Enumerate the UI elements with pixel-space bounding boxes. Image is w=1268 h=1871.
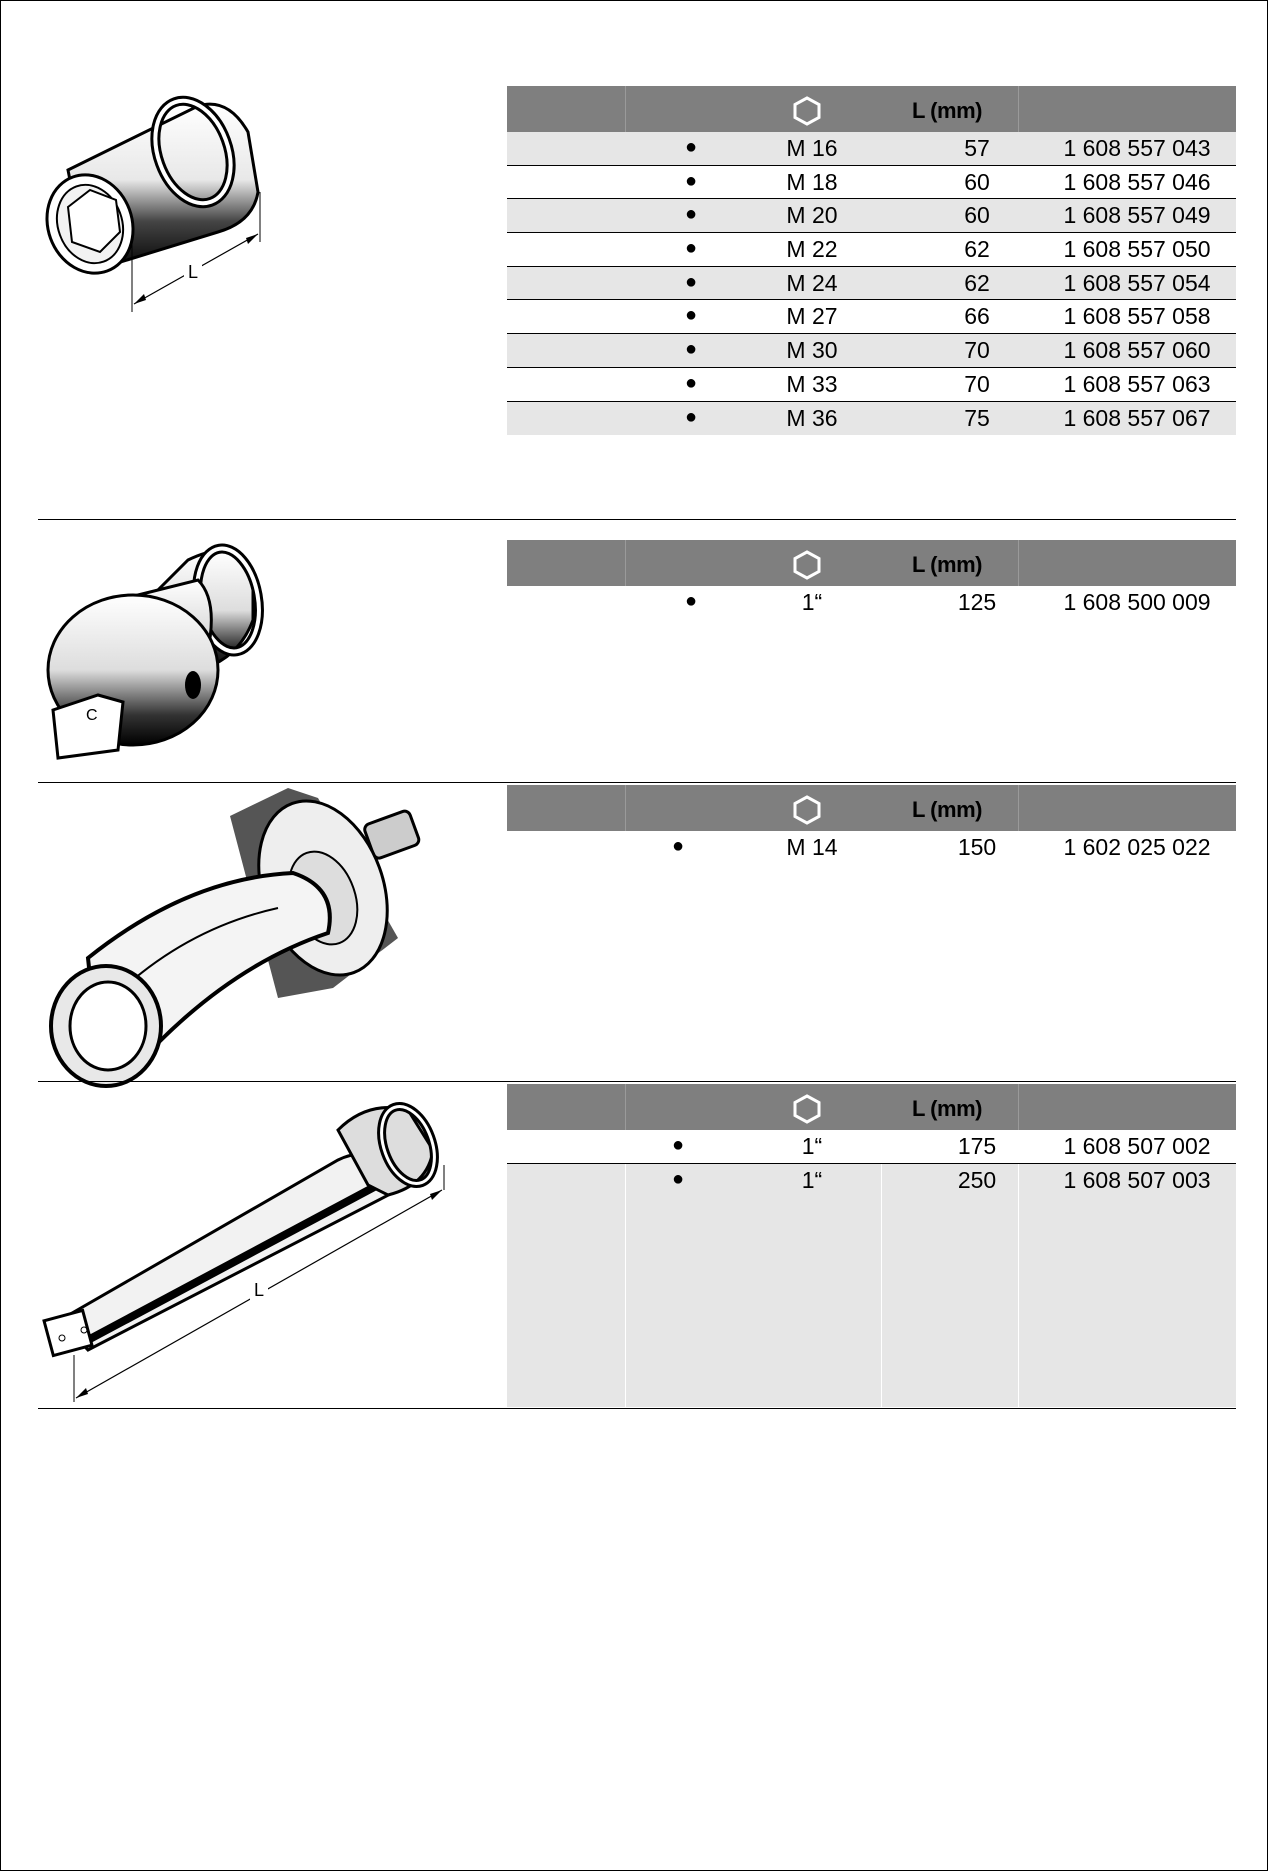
bullet-cell: ● bbox=[684, 590, 698, 612]
extension-bar-table bbox=[507, 1084, 1236, 1407]
impact-socket-illustration bbox=[38, 92, 278, 322]
part-number-cell: 1 608 557 060 bbox=[1063, 337, 1211, 364]
section-divider bbox=[38, 1081, 1236, 1082]
dimension-label: L bbox=[253, 1280, 265, 1300]
extension-bar-illustration bbox=[38, 1090, 458, 1410]
length-header: L (mm) bbox=[912, 797, 982, 822]
size-cell: 1“ bbox=[801, 1133, 823, 1159]
length-cell: 70 bbox=[964, 370, 990, 397]
size-cell: M 27 bbox=[786, 303, 838, 330]
size-cell: M 22 bbox=[786, 236, 838, 263]
size-cell: M 14 bbox=[786, 834, 838, 860]
size-cell: M 24 bbox=[786, 269, 838, 296]
bullet-cell: ● bbox=[684, 405, 698, 428]
auxiliary-handle-illustration bbox=[38, 788, 438, 1088]
section-divider bbox=[38, 519, 1236, 520]
part-number-cell: 1 608 557 067 bbox=[1063, 404, 1211, 431]
length-header: L (mm) bbox=[912, 1096, 982, 1121]
table-row bbox=[507, 267, 1236, 301]
table-row bbox=[507, 300, 1236, 334]
part-number-cell: 1 608 507 003 bbox=[1063, 1166, 1211, 1193]
table-row bbox=[507, 586, 1236, 620]
length-cell: 60 bbox=[964, 202, 990, 229]
impact-socket-table bbox=[507, 86, 1236, 435]
length-cell: 125 bbox=[957, 589, 997, 615]
table-header bbox=[507, 1084, 1236, 1130]
part-number-cell: 1 608 507 002 bbox=[1063, 1133, 1211, 1159]
bullet-cell: ● bbox=[671, 835, 685, 857]
part-number-cell: 1 608 557 043 bbox=[1063, 135, 1211, 161]
table-row bbox=[507, 199, 1236, 233]
table-row bbox=[507, 132, 1236, 166]
hex-icon bbox=[792, 1094, 822, 1124]
length-cell: 175 bbox=[957, 1133, 997, 1159]
part-number-cell: 1 608 557 054 bbox=[1063, 269, 1211, 296]
bullet-cell: ● bbox=[671, 1167, 685, 1190]
table-row bbox=[507, 368, 1236, 402]
size-cell: M 33 bbox=[786, 370, 838, 397]
length-header: L (mm) bbox=[912, 98, 982, 123]
bullet-cell: ● bbox=[684, 169, 698, 192]
section-divider bbox=[38, 782, 1236, 783]
length-cell: 60 bbox=[964, 168, 990, 195]
table-row bbox=[507, 1164, 1236, 1407]
length-cell: 62 bbox=[964, 269, 990, 296]
hex-icon bbox=[792, 96, 822, 126]
part-number-cell: 1 602 025 022 bbox=[1063, 834, 1211, 860]
size-cell: M 18 bbox=[786, 168, 838, 195]
bullet-cell: ● bbox=[684, 338, 698, 361]
bullet-cell: ● bbox=[684, 371, 698, 394]
table-row bbox=[507, 233, 1236, 267]
length-cell: 57 bbox=[964, 135, 990, 161]
part-number-cell: 1 608 557 046 bbox=[1063, 168, 1211, 195]
dimension-label: L bbox=[187, 262, 199, 282]
auxiliary-handle-table bbox=[507, 785, 1236, 865]
length-cell: 62 bbox=[964, 236, 990, 263]
length-cell: 66 bbox=[964, 303, 990, 330]
length-cell: 150 bbox=[957, 834, 997, 860]
size-cell: M 16 bbox=[786, 135, 838, 161]
length-cell: 75 bbox=[964, 404, 990, 431]
table-row bbox=[507, 402, 1236, 436]
svg-text:C: C bbox=[86, 707, 98, 724]
part-number-cell: 1 608 557 049 bbox=[1063, 202, 1211, 229]
part-number-cell: 1 608 557 058 bbox=[1063, 303, 1211, 330]
table-header bbox=[507, 86, 1236, 132]
size-cell: 1“ bbox=[801, 1166, 823, 1193]
bullet-cell: ● bbox=[684, 136, 698, 158]
bullet-cell: ● bbox=[684, 237, 698, 260]
bullet-cell: ● bbox=[684, 270, 698, 293]
adapter-illustration bbox=[38, 540, 318, 770]
size-cell: M 30 bbox=[786, 337, 838, 364]
length-cell: 70 bbox=[964, 337, 990, 364]
table-row bbox=[507, 166, 1236, 200]
bullet-cell: ● bbox=[684, 203, 698, 226]
table-row bbox=[507, 1130, 1236, 1164]
bullet-cell: ● bbox=[671, 1134, 685, 1156]
table-header bbox=[507, 785, 1236, 831]
size-cell: 1“ bbox=[801, 589, 823, 615]
part-number-cell: 1 608 557 050 bbox=[1063, 236, 1211, 263]
hex-icon bbox=[792, 795, 822, 825]
bullet-cell: ● bbox=[684, 304, 698, 327]
table-row bbox=[507, 334, 1236, 368]
length-cell: 250 bbox=[957, 1166, 997, 1193]
adapter-table bbox=[507, 540, 1236, 620]
table-row bbox=[507, 831, 1236, 865]
length-header: L (mm) bbox=[912, 552, 982, 577]
part-number-cell: 1 608 500 009 bbox=[1063, 589, 1211, 615]
section-divider bbox=[38, 1408, 1236, 1409]
part-number-cell: 1 608 557 063 bbox=[1063, 370, 1211, 397]
hex-icon bbox=[792, 550, 822, 580]
size-cell: M 36 bbox=[786, 404, 838, 431]
table-header bbox=[507, 540, 1236, 586]
size-cell: M 20 bbox=[786, 202, 838, 229]
